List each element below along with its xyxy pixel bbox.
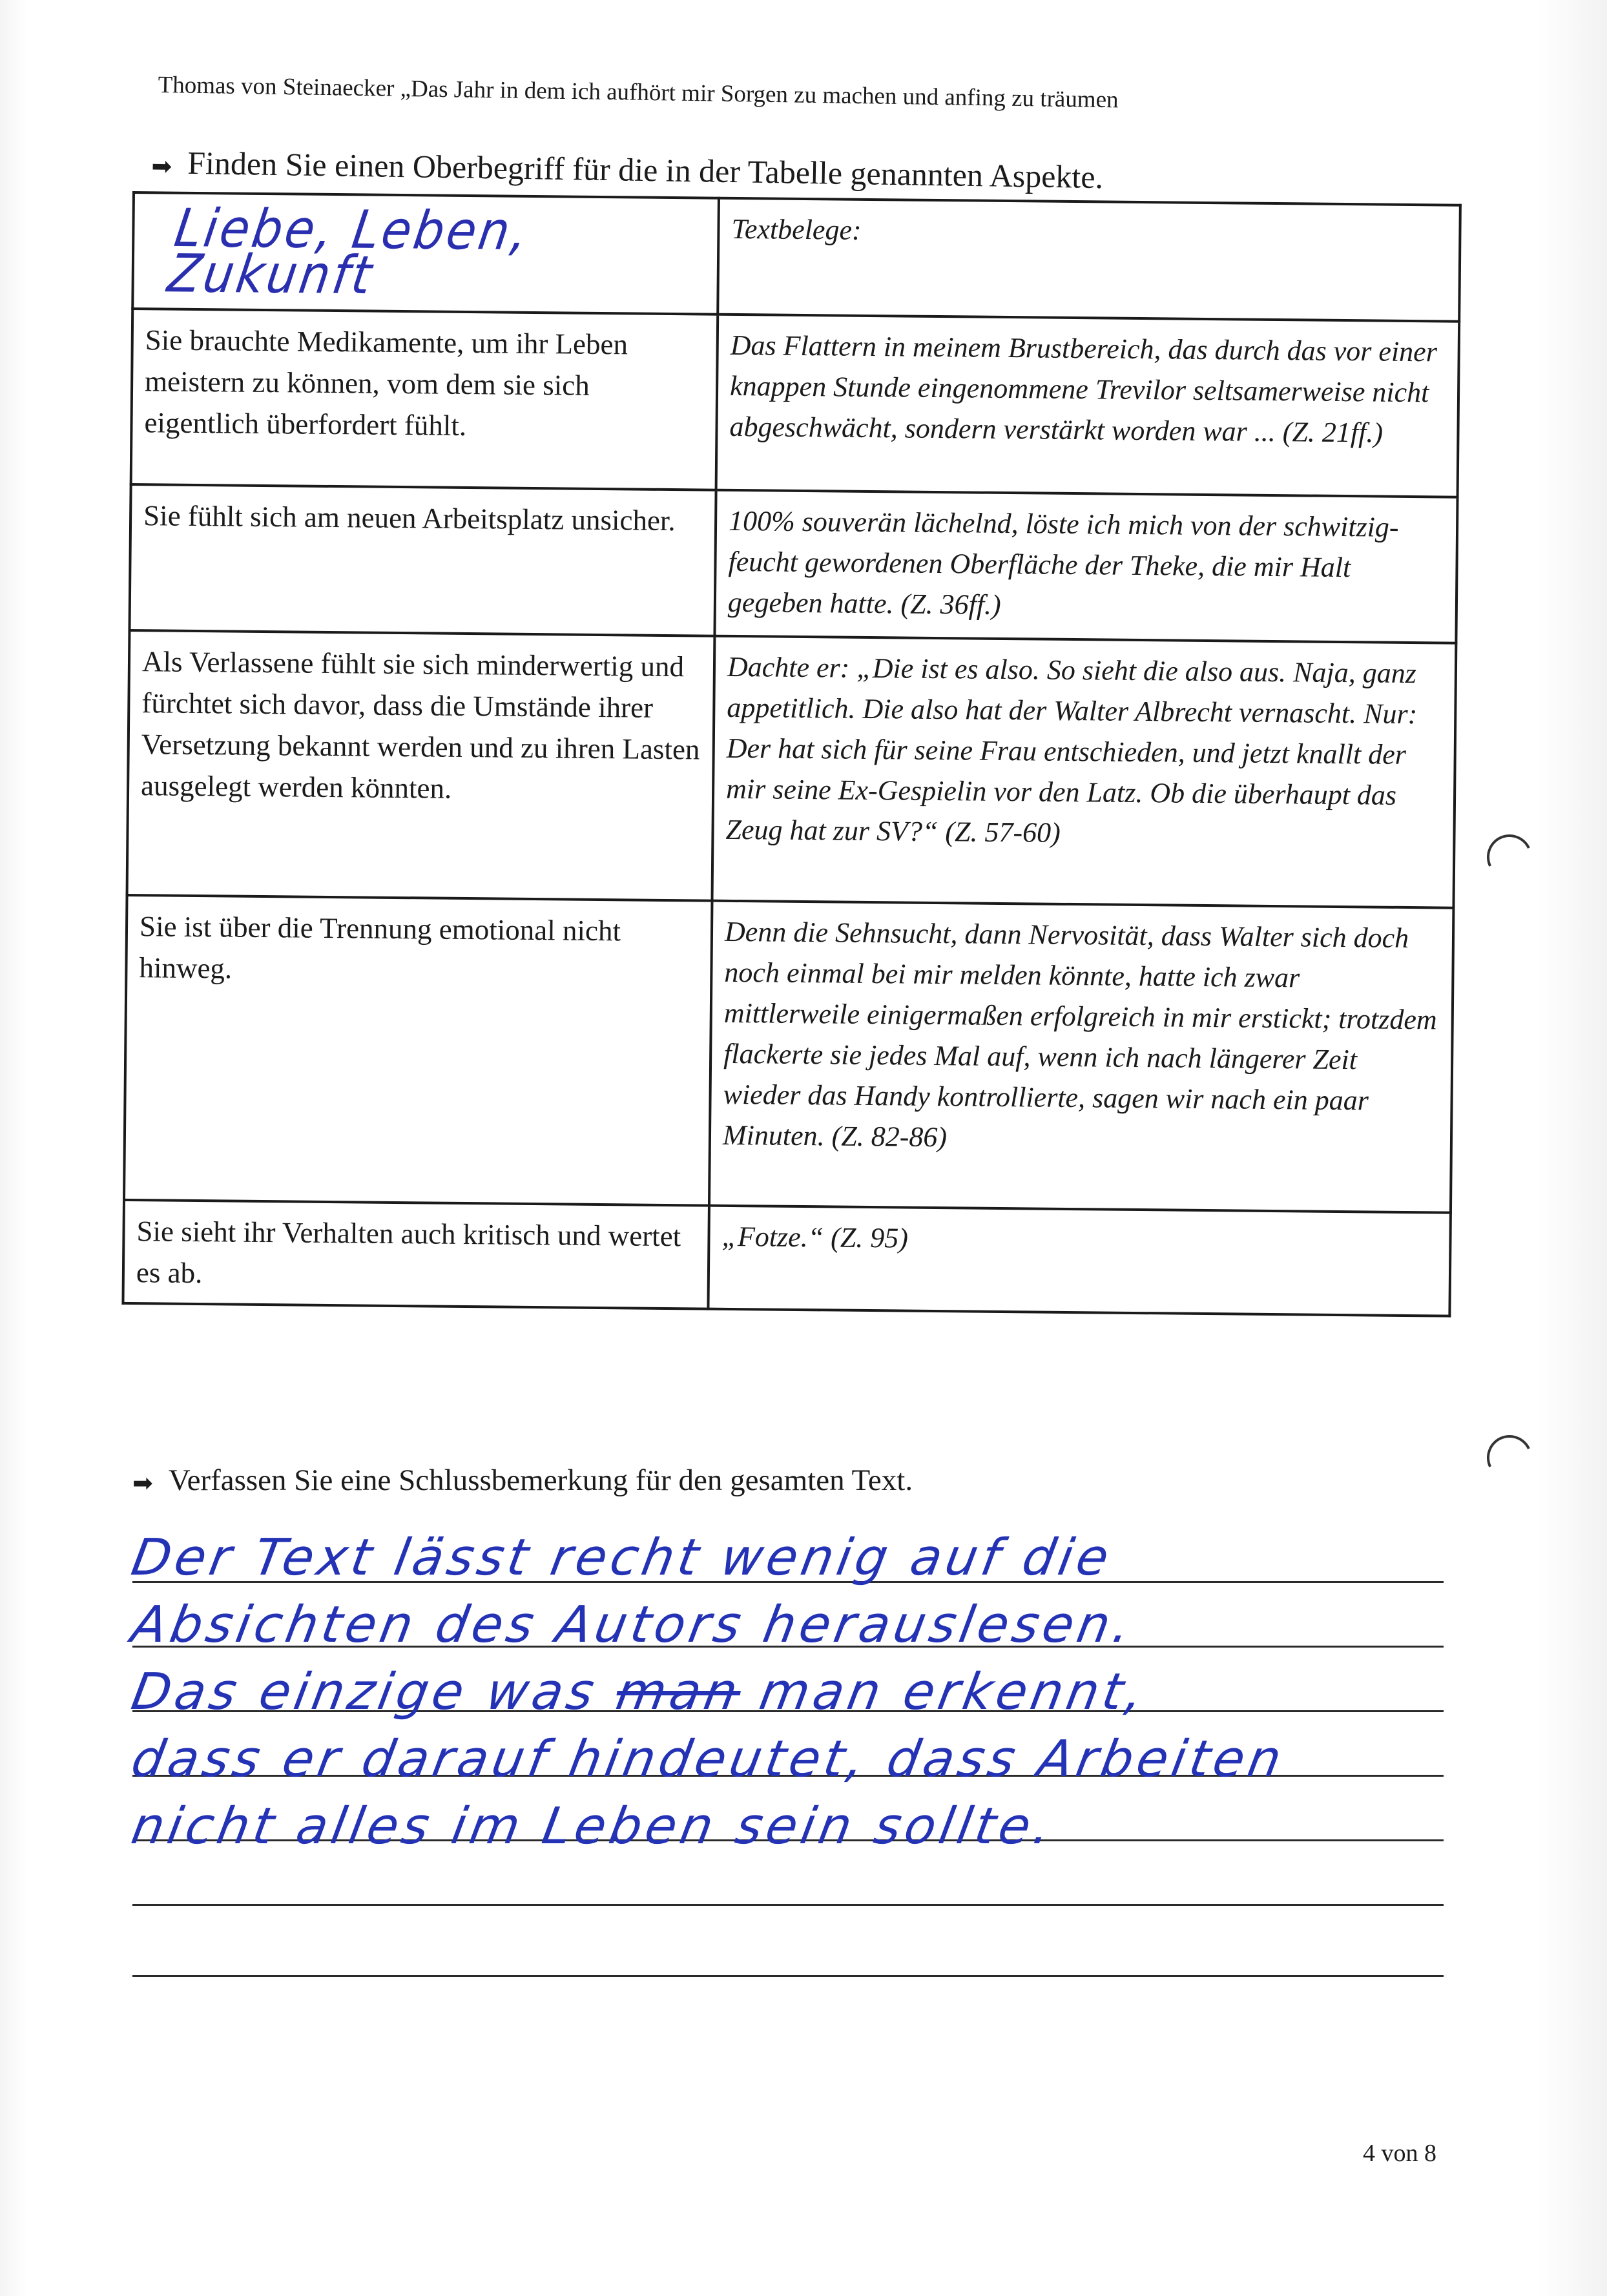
- page-header: Thomas von Steinaecker „Das Jahr in dem ich aufhört mir Sorgen zu machen und anfing zu träumen: [158, 71, 1119, 114]
- arrow-right-icon: ➡: [132, 1469, 153, 1498]
- aspect-cell: Als Verlassene fühlt sie sich minderwertig und fürchtet sich davor, dass die Umstände ihrer Versetzung bekannt werden und zu ihren Lasten ausgelegt werden könnten.: [127, 630, 715, 901]
- table-row: [123, 1200, 1450, 1316]
- header-cell-left: [132, 192, 719, 315]
- arrow-right-icon: ➡: [151, 151, 172, 181]
- table-header-row: [132, 192, 1460, 322]
- quote-cell: Das Flattern in meinem Brustbereich, das durch das vor einer knappen Stunde eingenommene Trevilor seltsamerweise nicht abgeschwächt, sondern verstärkt worden war ... (Z. 21ff.): [716, 315, 1460, 497]
- task-1-text: Finden Sie einen Oberbegriff für die in der Tabelle genannten Aspekte.: [187, 144, 1104, 196]
- quote-cell: „Fotze.“ (Z. 95): [708, 1206, 1450, 1316]
- aspect-cell: Sie brauchte Medikamente, um ihr Leben meistern zu können, vom dem sie sich eigentlich überfordert fühlt.: [131, 309, 718, 490]
- writing-line: [132, 1904, 1444, 1906]
- quote-cell: Denn die Sehnsucht, dann Nervosität, dass Walter sich doch noch einmal bei mir melden könnte, hatte ich zwar mittlerweile einigermaßen erfolgreich in mir erstickt; trotzdem flackerte sie jedes Mal auf, wenn ich nach längerer Zeit wieder das Handy kontrollierte, sagen wir nach ein paar Minuten. (Z. 82-86): [709, 901, 1453, 1213]
- answer-line-start: Das einzige was: [127, 1663, 623, 1721]
- task-2-text: Verfassen Sie eine Schlussbemerkung für den gesamten Text.: [168, 1463, 913, 1497]
- quote-cell: Dachte er: „Die ist es also. So sieht die also aus. Naja, ganz appetitlich. Die also hat der Walter Albrecht vernascht. Nur: Der hat sich für seine Frau entschieden, und jetzt knallt der mir seine Ex-Gespielin vor den Latz. Ob die überhaupt das Zeug hat zur SV?“ (Z. 57-60): [712, 636, 1456, 908]
- writing-line: [132, 1975, 1444, 1977]
- handwritten-answer: [127, 1524, 1476, 1860]
- header-cell-right: Textbelege:: [718, 198, 1460, 322]
- aspects-table: [121, 191, 1461, 1318]
- page-number: 4 von 8: [1363, 2140, 1436, 2167]
- task-2: [132, 1463, 913, 1498]
- aspect-cell: Sie ist über die Trennung emotional nicht hinweg.: [124, 895, 712, 1206]
- answer-line: Absichten des Autors herauslesen.: [127, 1596, 1139, 1654]
- answer-line: [127, 1659, 1482, 1726]
- table-row: [131, 309, 1460, 497]
- answer-line: dass er darauf hindeutet, dass Arbeiten: [127, 1730, 1290, 1788]
- handwritten-umbrella-term: Liebe, Leben, Zukunft: [163, 198, 535, 307]
- answer-line: Der Text lässt recht wenig auf die: [127, 1529, 1117, 1587]
- table-row: [124, 895, 1453, 1213]
- answer-line: nicht alles im Leben sein sollte.: [127, 1797, 1059, 1856]
- table-row: [129, 484, 1457, 643]
- table-row: [127, 630, 1457, 908]
- crossed-out-word: man: [612, 1663, 746, 1721]
- quote-cell: 100% souverän lächelnd, löste ich mich von der schwitzig-feucht gewordenen Oberfläche der Theke, die mir Halt gegeben hatte. (Z. 36ff.): [714, 490, 1457, 643]
- aspect-cell: Sie fühlt sich am neuen Arbeitsplatz unsicher.: [129, 484, 716, 636]
- answer-line-rest: man erkennt,: [735, 1663, 1152, 1721]
- aspect-cell: Sie sieht ihr Verhalten auch kritisch und wertet es ab.: [123, 1200, 709, 1309]
